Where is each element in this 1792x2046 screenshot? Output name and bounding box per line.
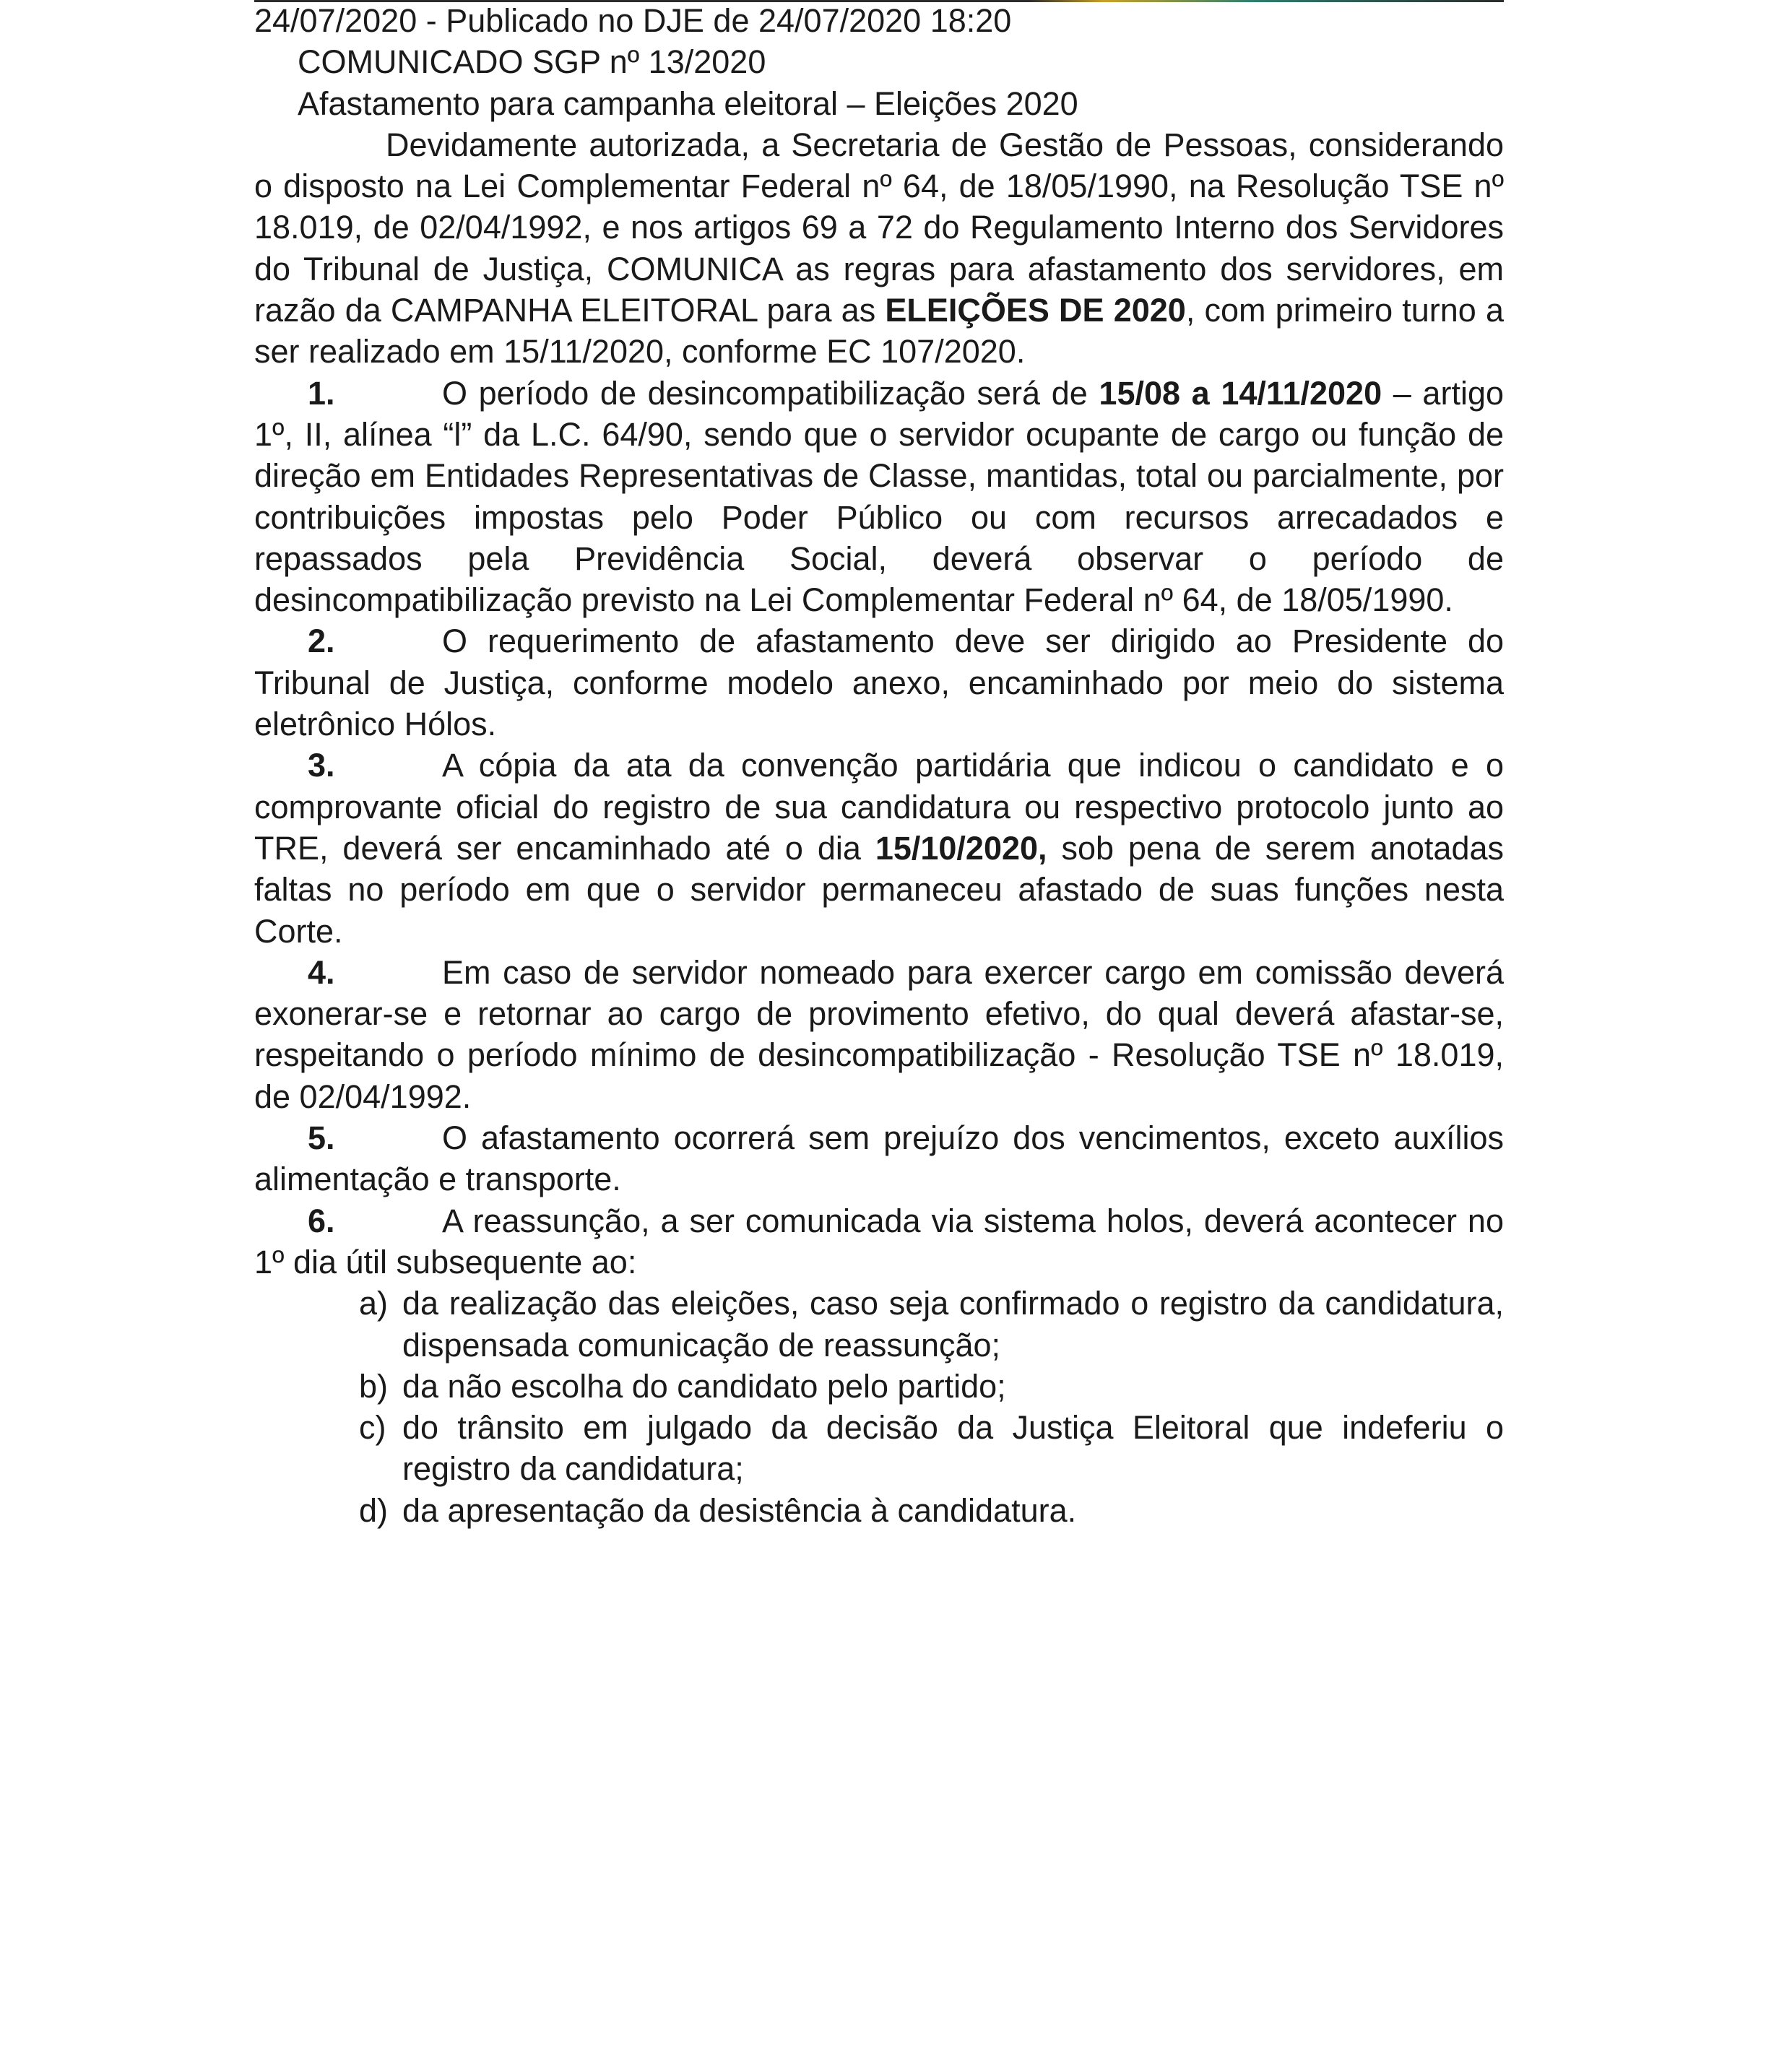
item-text-a: O período de desincompatibilização será de xyxy=(442,374,1099,412)
sub-item-c xyxy=(359,1407,1504,1490)
item-text-a: A reassunção, a ser comunicada via sistema holos, deverá acontecer no 1º dia útil subsequente ao: xyxy=(254,1202,1504,1280)
sub-item-text: do trânsito em julgado da decisão da Justiça Eleitoral que indeferiu o registro da candidatura; xyxy=(402,1409,1504,1488)
item-bold: 15/10/2020, xyxy=(875,829,1047,867)
document-subject: Afastamento para campanha eleitoral – Eleições 2020 xyxy=(298,84,1078,122)
item-4 xyxy=(254,952,1504,1117)
publication-line: 24/07/2020 - Publicado no DJE de 24/07/2020 18:20 xyxy=(254,2,1012,39)
sub-item-a xyxy=(359,1283,1504,1366)
sub-item-letter: d) xyxy=(359,1491,389,1529)
sub-item-d xyxy=(359,1490,1504,1531)
item-2 xyxy=(254,620,1504,745)
item-number: 1. xyxy=(308,374,335,412)
item-6 xyxy=(254,1200,1504,1283)
item-3 xyxy=(254,745,1504,951)
item-text-b: – artigo 1º, II, alínea “l” da L.C. 64/90, sendo que o servidor ocupante de cargo ou função de direção em Entidades Representativas de Classe, mantidas, total ou parcialmente, por contribuições impostas pelo Poder Público ou com recursos arrecadados e repassados pela Previdência Social, deverá observar o período de desincompatibilização previsto na Lei Complementar Federal nº 64, de 18/05/1990. xyxy=(254,374,1505,619)
item-text-a: O afastamento ocorrerá sem prejuízo dos vencimentos, exceto auxílios alimentação e transporte. xyxy=(254,1119,1504,1198)
item-bold: 15/08 a 14/11/2020 xyxy=(1099,374,1382,412)
item-number: 3. xyxy=(308,747,335,784)
sub-item-text: da realização das eleições, caso seja confirmado o registro da candidatura, dispensada comunicação de reassunção; xyxy=(402,1285,1504,1364)
intro-bold: ELEIÇÕES DE 2020 xyxy=(885,292,1186,329)
sub-item-letter: b) xyxy=(359,1367,389,1405)
sub-item-letter: a) xyxy=(359,1285,389,1322)
item-text-a: A cópia da ata da convenção partidária que indicou o candidato e o comprovante oficial do registro de sua candidatura ou respectivo protocolo junto ao TRE, deverá ser encaminhado até o dia xyxy=(254,747,1504,867)
item-text-b: sob pena de serem anotadas faltas no período em que o servidor permaneceu afastado de suas funções nesta Corte. xyxy=(254,829,1504,950)
sub-item-list xyxy=(254,1283,1504,1531)
intro-paragraph xyxy=(254,124,1504,373)
sub-item-text: da não escolha do candidato pelo partido; xyxy=(402,1367,1006,1405)
sub-item-text: da apresentação da desistência à candidatura. xyxy=(402,1491,1077,1529)
item-number: 6. xyxy=(308,1202,335,1239)
document-title: COMUNICADO SGP nº 13/2020 xyxy=(298,43,766,81)
item-number: 4. xyxy=(308,953,335,991)
item-text-a: Em caso de servidor nomeado para exercer cargo em comissão deverá exonerar-se e retornar ao cargo de provimento efetivo, do qual deverá afastar-se, respeitando o período mínimo de desincompatibilização - Resolução TSE nº 18.019, de 02/04/1992. xyxy=(254,953,1504,1115)
item-number: 5. xyxy=(308,1119,335,1157)
item-5 xyxy=(254,1117,1504,1200)
document-body xyxy=(254,0,1504,1531)
intro-text-a: Devidamente autorizada, a Secretaria de Gestão de Pessoas, considerando o disposto na Lei Complementar Federal nº 64, de 18/05/1990, na Resolução TSE nº 18.019, de 02/04/1992, e nos artigos 69 a 72 do Regulamento Interno dos Servidores do Tribunal de Justiça, COMUNICA as regras para afastamento dos servidores, em razão da CAMPANHA ELEITORAL para as xyxy=(254,126,1504,329)
item-number: 2. xyxy=(308,623,335,660)
item-text-a: O requerimento de afastamento deve ser dirigido ao Presidente do Tribunal de Justiça, conforme modelo anexo, encaminhado por meio do sistema eletrônico Hólos. xyxy=(254,623,1504,743)
sub-item-letter: c) xyxy=(359,1409,386,1447)
item-1 xyxy=(254,373,1504,621)
sub-item-b xyxy=(359,1366,1504,1407)
intro-text-b: , com primeiro turno a ser realizado em 15/11/2020, conforme EC 107/2020. xyxy=(254,292,1505,370)
